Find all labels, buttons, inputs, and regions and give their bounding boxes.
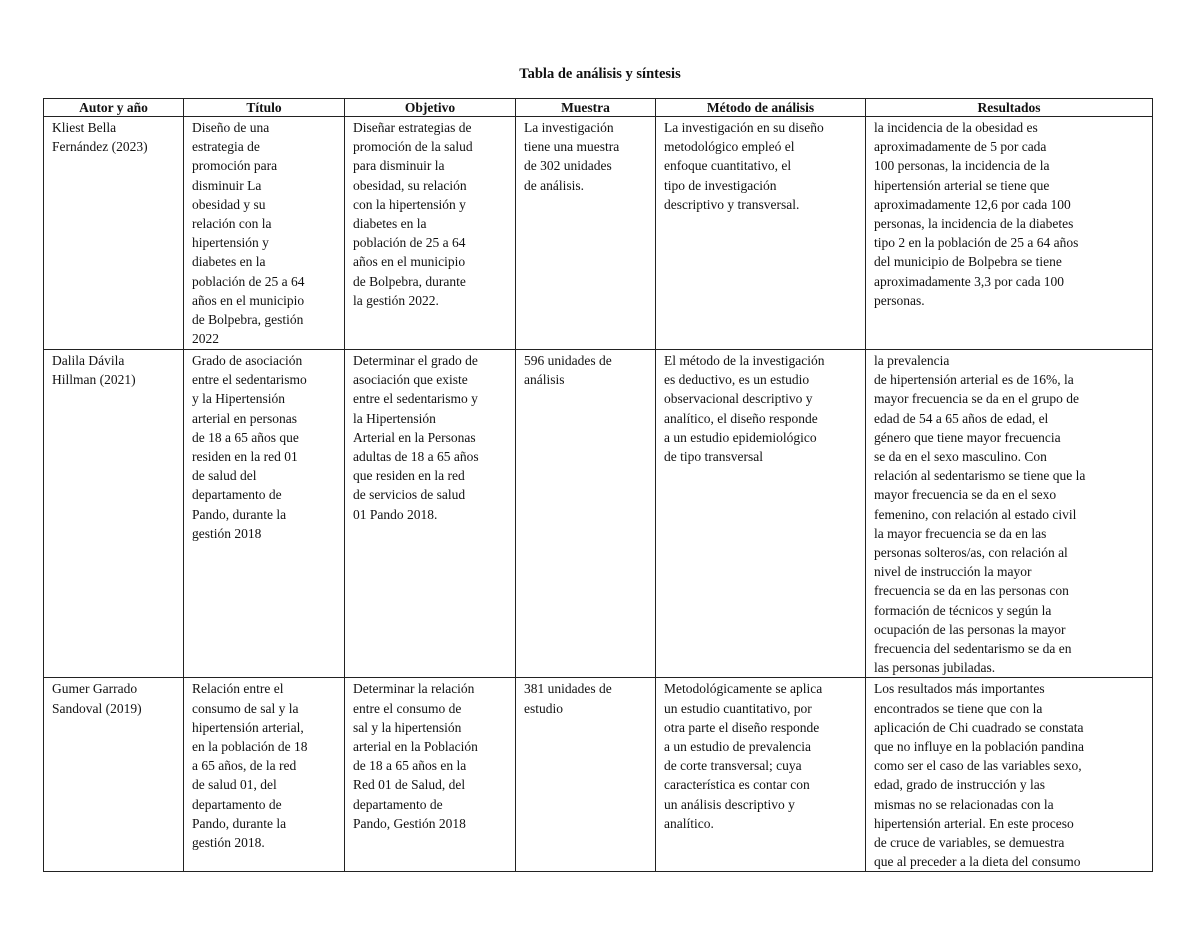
cell-author-year: Dalila Dávila Hillman (2021) xyxy=(44,350,184,678)
header-objective: Objetivo xyxy=(345,99,516,117)
header-author-year: Autor y año xyxy=(44,99,184,117)
cell-sample: 596 unidades de análisis xyxy=(516,350,656,678)
table-row xyxy=(44,678,1153,872)
cell-sample: 381 unidades de estudio xyxy=(516,678,656,872)
cell-sample: La investigación tiene una muestra de 302 unidades de análisis. xyxy=(516,117,656,350)
header-results: Resultados xyxy=(866,99,1153,117)
cell-title: Relación entre el consumo de sal y la hipertensión arterial, en la población de 18 a 65 años, de la red de salud 01, del departamento de Pando, durante la gestión 2018. xyxy=(184,678,345,872)
cell-analysis-method: El método de la investigación es deductivo, es un estudio observacional descriptivo y analítico, el diseño responde a un estudio epidemiológico de tipo transversal xyxy=(656,350,866,678)
cell-objective: Diseñar estrategias de promoción de la salud para disminuir la obesidad, su relación con la hipertensión y diabetes en la población de 25 a 64 años en el municipio de Bolpebra, durante la gestión 2022. xyxy=(345,117,516,350)
cell-author-year: Kliest Bella Fernández (2023) xyxy=(44,117,184,350)
header-title: Título xyxy=(184,99,345,117)
cell-author-year: Gumer Garrado Sandoval (2019) xyxy=(44,678,184,872)
table-row xyxy=(44,117,1153,350)
table-row xyxy=(44,350,1153,678)
cell-objective: Determinar la relación entre el consumo de sal y la hipertensión arterial en la Población de 18 a 65 años en la Red 01 de Salud, del departamento de Pando, Gestión 2018 xyxy=(345,678,516,872)
cell-objective: Determinar el grado de asociación que existe entre el sedentarismo y la Hipertensión Arterial en la Personas adultas de 18 a 65 años que residen en la red de servicios de salud 01 Pando 2018. xyxy=(345,350,516,678)
header-sample: Muestra xyxy=(516,99,656,117)
cell-title: Diseño de una estrategia de promoción para disminuir La obesidad y su relación con la hipertensión y diabetes en la población de 25 a 64 años en el municipio de Bolpebra, gestión 2022 xyxy=(184,117,345,350)
cell-results: la prevalencia de hipertensión arterial es de 16%, la mayor frecuencia se da en el grupo de edad de 54 a 65 años de edad, el género que tiene mayor frecuencia se da en el sexo masculino. Con relación al sedentarismo se tiene que la mayor frecuencia se da en el sexo femenino, con relación al estado civil la mayor frecuencia se da en las personas solteros/as, con relación al nivel de instrucción la mayor frecuencia se da en las personas con formación de técnicos y según la ocupación de las personas la mayor frecuencia del sedentarismo se da en las personas jubiladas. xyxy=(866,350,1153,678)
cell-analysis-method: Metodológicamente se aplica un estudio cuantitativo, por otra parte el diseño responde a un estudio de prevalencia de corte transversal; cuya característica es contar con un análisis descriptivo y analítico. xyxy=(656,678,866,872)
cell-results: Los resultados más importantes encontrados se tiene que con la aplicación de Chi cuadrado se constata que no influye en la población pandina como ser el caso de las variables sexo, edad, grado de instrucción y las mismas no se relacionadas con la hipertensión arterial. En este proceso de cruce de variables, se demuestra que al preceder a la dieta del consumo xyxy=(866,678,1153,872)
analysis-synthesis-table xyxy=(43,98,1153,872)
cell-results: la incidencia de la obesidad es aproximadamente de 5 por cada 100 personas, la incidencia de la hipertensión arterial se tiene que aproximadamente 12,6 por cada 100 personas, la incidencia de la diabetes tipo 2 en la población de 25 a 64 años del municipio de Bolpebra se tiene aproximadamente 3,3 por cada 100 personas. xyxy=(866,117,1153,350)
header-analysis-method: Método de análisis xyxy=(656,99,866,117)
cell-title: Grado de asociación entre el sedentarismo y la Hipertensión arterial en personas de 18 a 65 años que residen en la red 01 de salud del departamento de Pando, durante la gestión 2018 xyxy=(184,350,345,678)
cell-analysis-method: La investigación en su diseño metodológico empleó el enfoque cuantitativo, el tipo de investigación descriptivo y transversal. xyxy=(656,117,866,350)
table-header-row xyxy=(44,99,1153,117)
document-title: Tabla de análisis y síntesis xyxy=(519,66,681,82)
